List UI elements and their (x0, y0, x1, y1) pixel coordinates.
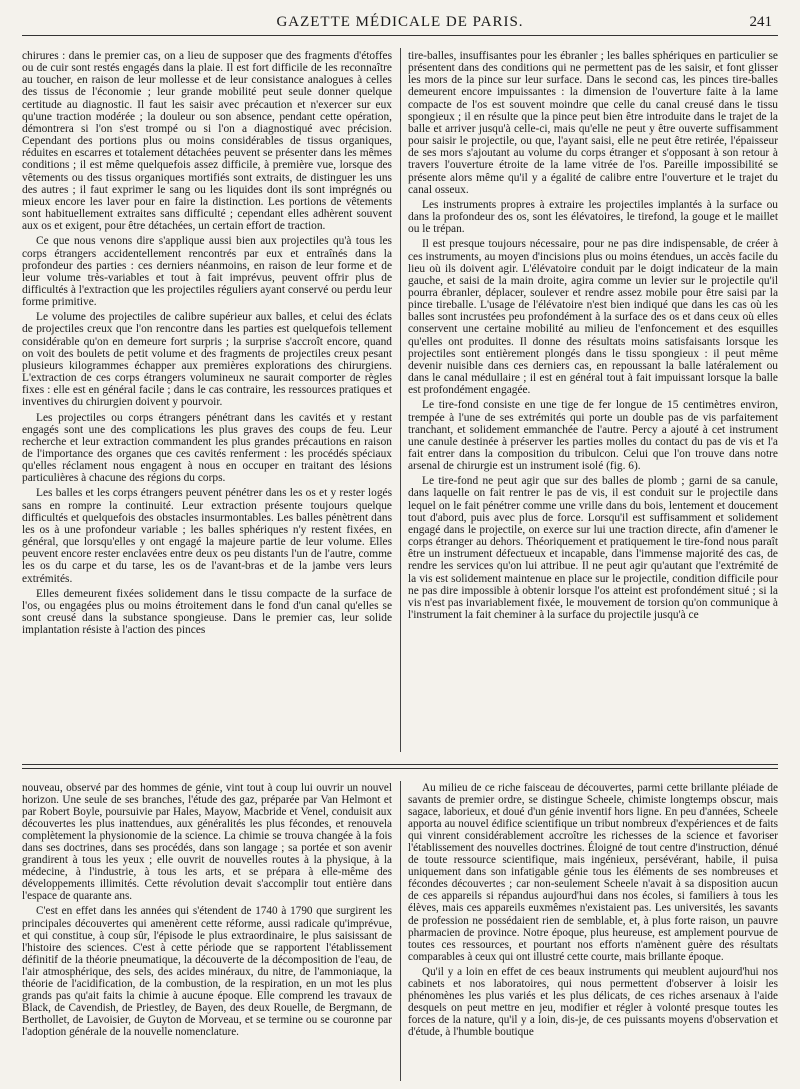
section-rule (22, 764, 778, 765)
paragraph: Les projectiles ou corps étrangers pénétrant dans les cavités et y restant engagés sont une des complications les plus graves des coups de feu. Leur recherche et leur extraction commandent les plus grandes précautions en raison de l'importance des organes que ces cavités renferment : les procédés spéciaux qu'elles réclament nous engagent à nous en occuper en traitant des lésions particulières à chacune des régions du corps. (22, 411, 392, 485)
column-top-left (22, 50, 392, 750)
paragraph: Ce que nous venons dire s'applique aussi bien aux projectiles qu'à tous les corps étrangers accidentellement rencontrés par eux et entraînés dans la profondeur des parties : ces derniers néanmoins, en raison de leur forme et de leur volume très-variables et tout à fait imprévus, peuvent offrir plus de difficultés à l'extraction que les projectiles réguliers ayant conservé ou perdu leur forme primitive. (22, 235, 392, 309)
page-number: 241 (749, 14, 772, 30)
paragraph: Les balles et les corps étrangers peuvent pénétrer dans les os et y rester logés sans en rompre la continuité. Leur extraction présente toujours quelque difficultés et quelquefois des obstacles insurmontables. Les balles pénètrent dans les os à une profondeur variable ; les balles sphériques n'y restent fixées, en général, que lorsqu'elles y ont engagé la majeure partie de leur volume. Elles peuvent encore rester enclavées entre deux os peu distants l'un de l'autre, comme les os du carpe et du tarse, les os de l'avant-bras et de la jambe vers leurs extrémités. (22, 487, 392, 585)
paragraph: C'est en effet dans les années qui s'étendent de 1740 à 1790 que surgirent les principales découvertes qui amenèrent cette réforme, aussi radicale qu'imprévue, et qui constitue, à coup sûr, l'épisode le plus extraordinaire, le plus saisissant de l'histoire des sciences. C'est à cette période que se rapportent l'établissement définitif de la théorie pneumatique, la découverte de la décomposition de l'eau, de l'air atmosphérique, des sels, des acides minéraux, du nitre, de l'ammoniaque, la théorie de l'acidification, de la combustion, de la respiration, en un mot les plus grands pas qu'ait faits la chimie à aucune époque. Elle comprend les travaux de Black, de Cavendish, de Priestley, de Bayen, des deux Rouelle, de Bergmann, de Berthollet, de Lavoisier, de Guyton de Morveau, et se termine ou se couronne par l'adoption générale de la nouvelle nomenclature. (22, 905, 392, 1038)
feuilleton-column-left (22, 782, 392, 1082)
header-rule (22, 35, 778, 36)
feuilleton-column-right (408, 782, 778, 1082)
paragraph: nouveau, observé par des hommes de génie, vint tout à coup lui ouvrir un nouvel horizon. Une seule de ses branches, l'étude des gaz, préparée par Van Helmont et par Robert Boyle, poursuivie par Hales, Mayow, Macbride et Venel, conduisit aux découvertes les plus inattendues, aux généralités les plus fécondes, et renouvela complètement la physionomie de la science. La chimie se trouva changée à la fois dans ses doctrines, dans ses procédés, dans son langage ; sa portée et son avenir grandirent à tous les yeux ; elle ouvrit de nouvelles routes à la physique, à la médecine, à l'industrie, à tous les arts, et se prépara à elle-même des développements illimités. Cette révolution devait s'accomplir tout entière dans l'espace de quarante ans. (22, 782, 392, 903)
column-divider (400, 48, 401, 752)
journal-title: GAZETTE MÉDICALE DE PARIS. (276, 14, 524, 30)
paragraph: Les instruments propres à extraire les projectiles implantés à la surface ou dans la profondeur des os, sont les élévatoires, le tirefond, la gouge et le maillet ou le trépan. (408, 198, 778, 236)
column-top-right (408, 50, 778, 750)
paragraph: tire-balles, insuffisantes pour les ébranler ; les balles sphériques en particulier se présentent dans des conditions qui ne permettent pas de les saisir, et font glisser les mors de la pince sur leur surface. Dans le second cas, les pinces tire-balles demeurent encore impuissantes : la dimension de l'ouverture faite à la lame compacte de l'os est souvent moindre que celle du canal creusé dans le tissu spongieux ; il en résulte que la pince peut bien être introduite dans le trajet de la balle et arriver jusqu'à celle-ci, mais qu'elle ne peut y être ouverte suffisamment pour saisir le projectile, ou que, l'ayant saisi, elle ne peut être retirée, l'épaisseur de ses mors s'ajoutant au volume du corps étranger et s'opposant à son retour à travers l'ouverture étroite de la lame vitrée de l'os. Pareille impossibilité se présente alors même qu'il y a égalité de calibre entre l'ouverture et le trajet du canal osseux. (408, 50, 778, 196)
paragraph: Il est presque toujours nécessaire, pour ne pas dire indispensable, de créer à ces instruments, au moyen d'incisions plus ou moins étendues, un accès facile du lieu où ils doivent agir. L'élévatoire conduit par le doigt indicateur de la main gauche, et saisi de la main droite, agira comme un levier sur le projectile qu'il pourra ébranler, déplacer, soulever et rendre assez mobile pour être saisi par la pince tireballe. L'usage de l'élévatoire n'est bien indiqué que dans les cas où les balles sont incrustées peu profondément à la surface des os et dans ceux où elles conservent une certaine mobilité au milieu de l'enfoncement et des esquilles qu'elles ont produites. Il donne des résultats moins satisfaisants lorsque les projectiles sont entièrement plongés dans le tissu spongieux : il peut même devenir nuisible dans ces derniers cas, en repoussant la balle latéralement ou dans le canal médullaire ; il est en général tout à fait impuissant lorsque la balle est profondément engagée. (408, 238, 778, 397)
paragraph: Le tire-fond consiste en une tige de fer longue de 15 centimètres environ, trempée à l'une de ses extrémités qui porte un double pas de vis parfaitement tranchant, et solidement emmanchée de l'autre. Percy a ajouté à cet instrument une canule destinée à préserver les parties molles du contact du pas de vis et l'a fait entrer dans la composition du tribulcon. Celui que l'on trouve dans notre arsenal de chirurgie est un instrument isolé (fig. 6). (408, 399, 778, 473)
paragraph: Le tire-fond ne peut agir que sur des balles de plomb ; garni de sa canule, dans laquelle on fait rentrer le pas de vis, il est conduit sur le projectile dans lequel on le fait pénétrer comme une vrille dans du bois, lentement et doucement tout d'abord, puis avec plus de force. Lorsqu'il est suffisamment et solidement engagé dans le projectile, on exerce sur lui une traction directe, afin d'amener le corps étranger au dehors. Théoriquement et pratiquement le tire-fond nous paraît être un instrument défectueux et incapable, dans l'immense majorité des cas, de rendre les services qu'on lui attribue. Il ne peut agir qu'autant que l'extrémité de la vis est solidement maintenue en place sur le projectile, condition difficile pour ne pas dire impossible à obtenir lorsque l'os atteint est profondément situé ; si la vis n'est pas invariablement fixée, le mouvement de torsion qu'on communique à l'instrument la fait cheminer à la surface du projectile jusqu'à ce (408, 475, 778, 622)
paragraph: Au milieu de ce riche faisceau de découvertes, parmi cette brillante pléiade de savants de premier ordre, se distingue Scheele, chimiste longtemps obscur, mais sagace, laborieux, et doué d'un génie inventif hors ligne. En peu d'années, Scheele apporta au nouvel édifice scientifique un tribut nombreux d'expériences et de faits qui vinrent considérablement accroître les richesses de la science et favoriser l'établissement des nouvelles doctrines. Éloigné de tout centre d'instruction, dénué de toute ressource scientifique, mais ingénieux, persévérant, habile, il puisa uniquement dans son infatigable génie tous les éléments de ses nombreuses et fécondes découvertes ; car non-seulement Scheele n'avait à sa disposition aucun de ces appareils si répandus aujourd'hui dans nos écoles, si familiers à tous les élèves, mais ces appareils euxmêmes n'existaient pas. Les universités, les savants de profession ne possédaient rien de semblable, et, à plus forte raison, un pauvre pharmacien de province. Notre époque, plus heureuse, est amplement pourvue de toutes ces ressources, et pourtant nos efforts n'amènent guère des résultats comparables à ceux qui ont illustré cette courte, mais brillante époque. (408, 782, 778, 963)
paragraph: Elles demeurent fixées solidement dans le tissu compacte de la surface de l'os, ou engagées plus ou moins étroitement dans le fond d'un canal qu'elles se sont creusé dans la substance spongieuse. Dans le premier cas, leur solide implantation résiste à l'action des pinces (22, 587, 392, 637)
paragraph: Le volume des projectiles de calibre supérieur aux balles, et celui des éclats de projectiles creux que l'on rencontre dans les parties est quelquefois tellement considérable qu'on en demeure fort surpris ; la surprise s'accroît encore, quand on voit des boulets de petit volume et des fragments de projectiles creux pesant plusieurs kilogrammes échapper aux premières explorations des chirurgiens. L'extraction de ces corps étrangers volumineux ne saurait comporter de règles fixes : elle est en général facile ; dans le cas contraire, les ressources pratiques et inventives du chirurgien doivent y pourvoir. (22, 311, 392, 409)
paragraph: chirures : dans le premier cas, on a lieu de supposer que des fragments d'étoffes ou de cuir sont restés engagés dans la plaie. Il est fort difficile de les reconnaître au toucher, en raison de leur mollesse et de leur consistance analogues à celles des tissus de l'économie ; leur grande mobilité peut seule donner quelque certitude au diagnostic. Il faut les saisir avec précaution et n'exercer sur eux qu'une traction modérée ; la douleur ou son absence, pendant cette opération, démontrera si l'on s'est trompé ou si l'on a diagnostiqué avec précision. Cependant des portions plus ou moins considérables de tissus organiques, réduites en escarres et totalement détachées peuvent se présenter dans les mêmes conditions ; il est même quelquefois assez difficile, à première vue, lorsque des vêtements ou des tissus organiques mortifiés sont extraits, de distinguer les uns des autres ; il faut exprimer le sang ou les liquides dont ils sont imprégnés ou mieux encore les laver pour en faire la distinction. Les portions de vêtements sont habituellement extraites sans difficulté ; cependant elles adhèrent souvent aux os et exigent, pour être détachées, un certain effort de traction. (22, 50, 392, 233)
section-rule (22, 768, 778, 769)
page-header (22, 12, 778, 36)
column-divider (400, 781, 401, 1081)
paragraph: Qu'il y a loin en effet de ces beaux instruments qui meublent aujourd'hui nos cabinets et nos laboratoires, qui nous permettent d'observer à loisir les phénomènes les plus variés et les plus délicats, de ces riches arsenaux à l'aide desquels on peut mettre en jeu, modifier et régler à volonté presque toutes les forces de la nature, qu'il y a loin, dis-je, de ces puissants moyens d'observation et d'étude, à l'humble boutique (408, 965, 778, 1038)
